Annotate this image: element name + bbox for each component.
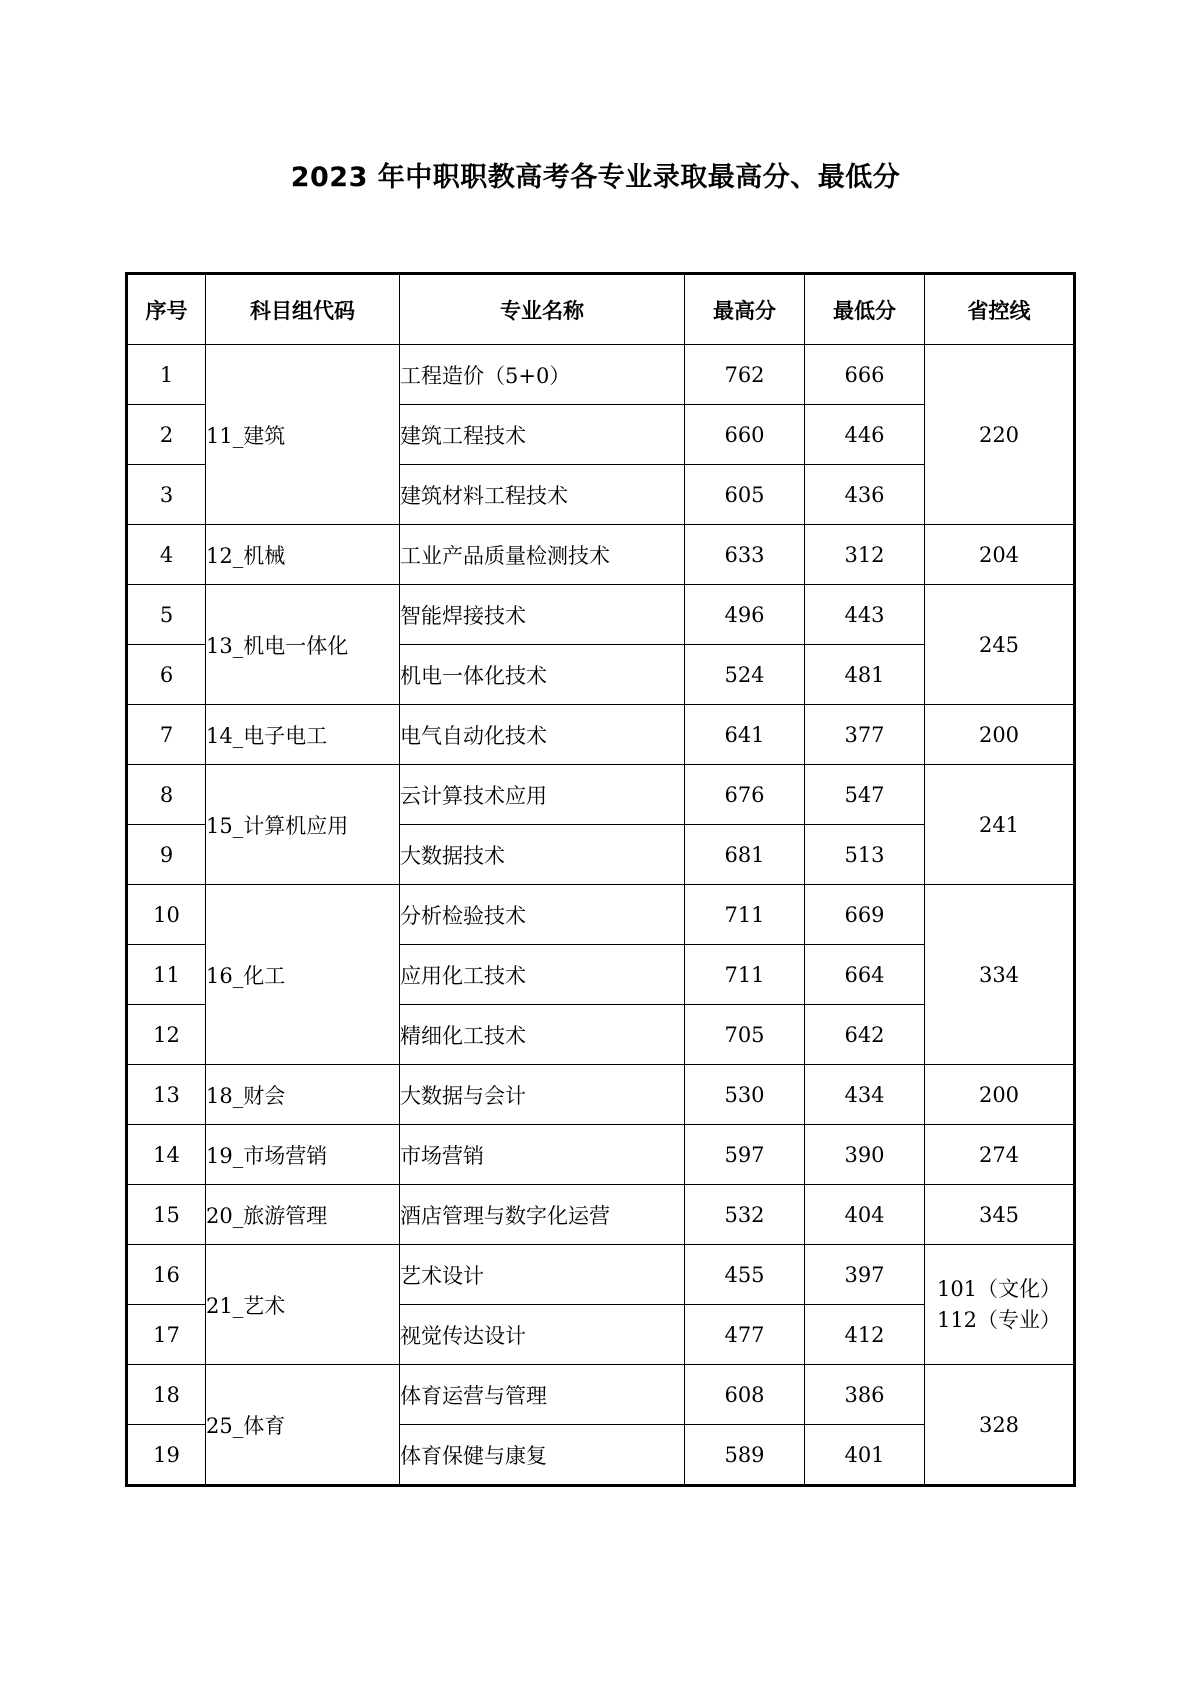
- major-name: 艺术设计: [400, 1245, 685, 1305]
- table-row: [127, 585, 1075, 645]
- table-row: [127, 345, 1075, 405]
- row-index: 6: [127, 645, 206, 705]
- lowest-score: 669: [805, 885, 925, 945]
- highest-score: 597: [685, 1125, 805, 1185]
- table-row: [127, 1185, 1075, 1245]
- control-line: 200: [925, 705, 1075, 765]
- lowest-score: 397: [805, 1245, 925, 1305]
- lowest-score: 377: [805, 705, 925, 765]
- control-line: 334: [925, 885, 1075, 1065]
- row-index: 19: [127, 1425, 206, 1486]
- row-index: 5: [127, 585, 206, 645]
- header-highest-score: 最高分: [685, 274, 805, 345]
- row-index: 15: [127, 1185, 206, 1245]
- major-name: 视觉传达设计: [400, 1305, 685, 1365]
- row-index: 18: [127, 1365, 206, 1425]
- major-name: 大数据技术: [400, 825, 685, 885]
- lowest-score: 443: [805, 585, 925, 645]
- major-name: 智能焊接技术: [400, 585, 685, 645]
- row-index: 17: [127, 1305, 206, 1365]
- row-index: 8: [127, 765, 206, 825]
- highest-score: 660: [685, 405, 805, 465]
- major-name: 电气自动化技术: [400, 705, 685, 765]
- highest-score: 711: [685, 945, 805, 1005]
- major-name: 大数据与会计: [400, 1065, 685, 1125]
- admission-score-table: [125, 272, 1076, 1487]
- control-line: 220: [925, 345, 1075, 525]
- lowest-score: 312: [805, 525, 925, 585]
- highest-score: 608: [685, 1365, 805, 1425]
- table-body: [127, 345, 1075, 1486]
- lowest-score: 404: [805, 1185, 925, 1245]
- control-line: 245: [925, 585, 1075, 705]
- subject-code: 25_体育: [206, 1365, 400, 1486]
- lowest-score: 513: [805, 825, 925, 885]
- table-row: [127, 1125, 1075, 1185]
- row-index: 7: [127, 705, 206, 765]
- major-name: 体育保健与康复: [400, 1425, 685, 1486]
- subject-code: 19_市场营销: [206, 1125, 400, 1185]
- control-line-value: 112（专业）: [936, 1307, 1062, 1332]
- row-index: 13: [127, 1065, 206, 1125]
- highest-score: 633: [685, 525, 805, 585]
- control-line-value: 101（文化）: [936, 1276, 1062, 1301]
- row-index: 4: [127, 525, 206, 585]
- subject-code: 13_机电一体化: [206, 585, 400, 705]
- header-control-line: 省控线: [925, 274, 1075, 345]
- lowest-score: 412: [805, 1305, 925, 1365]
- lowest-score: 386: [805, 1365, 925, 1425]
- subject-code: 18_财会: [206, 1065, 400, 1125]
- major-name: 精细化工技术: [400, 1005, 685, 1065]
- control-line: 274: [925, 1125, 1075, 1185]
- header-index: 序号: [127, 274, 206, 345]
- subject-code: 20_旅游管理: [206, 1185, 400, 1245]
- highest-score: 762: [685, 345, 805, 405]
- highest-score: 681: [685, 825, 805, 885]
- control-line: 345: [925, 1185, 1075, 1245]
- highest-score: 605: [685, 465, 805, 525]
- lowest-score: 390: [805, 1125, 925, 1185]
- lowest-score: 446: [805, 405, 925, 465]
- row-index: 2: [127, 405, 206, 465]
- header-row: [127, 274, 1075, 345]
- highest-score: 496: [685, 585, 805, 645]
- page-title: 2023 年中职职教高考各专业录取最高分、最低分: [290, 162, 901, 193]
- lowest-score: 664: [805, 945, 925, 1005]
- row-index: 1: [127, 345, 206, 405]
- header-major-name: 专业名称: [400, 274, 685, 345]
- major-name: 建筑工程技术: [400, 405, 685, 465]
- highest-score: 705: [685, 1005, 805, 1065]
- lowest-score: 434: [805, 1065, 925, 1125]
- row-index: 9: [127, 825, 206, 885]
- highest-score: 711: [685, 885, 805, 945]
- major-name: 建筑材料工程技术: [400, 465, 685, 525]
- control-line: 200: [925, 1065, 1075, 1125]
- table-row: [127, 1365, 1075, 1425]
- major-name: 酒店管理与数字化运营: [400, 1185, 685, 1245]
- highest-score: 532: [685, 1185, 805, 1245]
- major-name: 市场营销: [400, 1125, 685, 1185]
- lowest-score: 666: [805, 345, 925, 405]
- major-name: 工程造价（5+0）: [400, 345, 685, 405]
- subject-code: 12_机械: [206, 525, 400, 585]
- highest-score: 455: [685, 1245, 805, 1305]
- subject-code: 14_电子电工: [206, 705, 400, 765]
- row-index: 10: [127, 885, 206, 945]
- major-name: 分析检验技术: [400, 885, 685, 945]
- control-line: 328: [925, 1365, 1075, 1486]
- lowest-score: 481: [805, 645, 925, 705]
- highest-score: 477: [685, 1305, 805, 1365]
- row-index: 11: [127, 945, 206, 1005]
- lowest-score: 436: [805, 465, 925, 525]
- row-index: 16: [127, 1245, 206, 1305]
- subject-code: 16_化工: [206, 885, 400, 1065]
- highest-score: 524: [685, 645, 805, 705]
- major-name: 体育运营与管理: [400, 1365, 685, 1425]
- control-line: [925, 1245, 1075, 1365]
- header-subject-code: 科目组代码: [206, 274, 400, 345]
- table-row: [127, 1065, 1075, 1125]
- major-name: 工业产品质量检测技术: [400, 525, 685, 585]
- table-row: [127, 525, 1075, 585]
- control-line: 204: [925, 525, 1075, 585]
- subject-code: 11_建筑: [206, 345, 400, 525]
- subject-code: 15_计算机应用: [206, 765, 400, 885]
- row-index: 14: [127, 1125, 206, 1185]
- highest-score: 641: [685, 705, 805, 765]
- major-name: 云计算技术应用: [400, 765, 685, 825]
- table-row: [127, 1245, 1075, 1305]
- table-row: [127, 705, 1075, 765]
- lowest-score: 642: [805, 1005, 925, 1065]
- control-line: 241: [925, 765, 1075, 885]
- highest-score: 676: [685, 765, 805, 825]
- major-name: 机电一体化技术: [400, 645, 685, 705]
- table-row: [127, 765, 1075, 825]
- highest-score: 530: [685, 1065, 805, 1125]
- table-row: [127, 885, 1075, 945]
- lowest-score: 401: [805, 1425, 925, 1486]
- major-name: 应用化工技术: [400, 945, 685, 1005]
- lowest-score: 547: [805, 765, 925, 825]
- header-lowest-score: 最低分: [805, 274, 925, 345]
- row-index: 3: [127, 465, 206, 525]
- highest-score: 589: [685, 1425, 805, 1486]
- row-index: 12: [127, 1005, 206, 1065]
- subject-code: 21_艺术: [206, 1245, 400, 1365]
